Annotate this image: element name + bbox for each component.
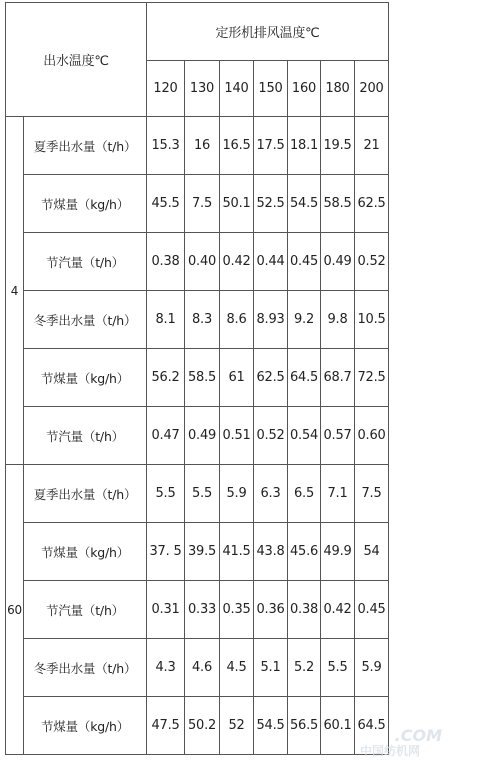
value-cell: 52.5 [254,175,288,233]
metric-label-cell: 节煤量（kg/h） [24,697,147,755]
table-row [6,175,389,233]
value-cell: 62.5 [355,175,389,233]
value-cell: 56.2 [147,349,185,407]
temperature-header-cell: 180 [321,61,355,117]
value-cell: 61 [220,349,254,407]
metric-label-cell: 节汽量（t/h） [24,407,147,465]
value-cell: 49.9 [321,523,355,581]
table-row [6,523,389,581]
value-cell: 9.8 [321,291,355,349]
value-cell: 0.40 [185,233,220,291]
value-cell: 6.3 [254,465,288,523]
value-cell: 41.5 [220,523,254,581]
value-cell: 0.42 [220,233,254,291]
value-cell: 54.5 [254,697,288,755]
value-cell: 54 [355,523,389,581]
table-row [6,233,389,291]
temperature-header-cell: 140 [220,61,254,117]
value-cell: 0.38 [147,233,185,291]
value-cell: 0.49 [321,233,355,291]
value-cell: 4.6 [185,639,220,697]
value-cell: 0.49 [185,407,220,465]
value-cell: 0.42 [321,581,355,639]
value-cell: 8.93 [254,291,288,349]
watermark-text: .COM [394,726,442,745]
value-cell: 64.5 [355,697,389,755]
value-cell: 37. 5 [147,523,185,581]
value-cell: 9.2 [288,291,321,349]
metric-label-cell: 节煤量（kg/h） [24,349,147,407]
temperature-header-cell: 130 [185,61,220,117]
temperature-header-cell: 120 [147,61,185,117]
value-cell: 5.9 [220,465,254,523]
energy-saving-table [5,2,389,755]
value-cell: 64.5 [288,349,321,407]
value-cell: 0.52 [355,233,389,291]
table-row [6,349,389,407]
metric-label-cell: 夏季出水量（t/h） [24,117,147,175]
value-cell: 8.3 [185,291,220,349]
metric-label-cell: 节汽量（t/h） [24,233,147,291]
value-cell: 5.5 [321,639,355,697]
outlet-temperature-group-cell: 4 [6,117,24,465]
value-cell: 6.5 [288,465,321,523]
value-cell: 0.54 [288,407,321,465]
value-cell: 68.7 [321,349,355,407]
value-cell: 7.5 [185,175,220,233]
value-cell: 8.1 [147,291,185,349]
corner-header: 出水温度℃ [6,3,147,117]
value-cell: 47.5 [147,697,185,755]
value-cell: 16.5 [220,117,254,175]
column-group-header: 定形机排风温度℃ [147,3,389,61]
temperature-header-cell: 200 [355,61,389,117]
watermark-site-name: 中国纺机网 [359,744,420,758]
metric-label-cell: 冬季出水量（t/h） [24,291,147,349]
table-row [6,117,389,175]
metric-label-cell: 夏季出水量（t/h） [24,465,147,523]
outlet-temperature-group-cell: 60 [6,465,24,755]
metric-label-cell: 节煤量（kg/h） [24,523,147,581]
value-cell: 5.1 [254,639,288,697]
value-cell: 19.5 [321,117,355,175]
value-cell: 18.1 [288,117,321,175]
value-cell: 50.1 [220,175,254,233]
value-cell: 21 [355,117,389,175]
table-row [6,581,389,639]
value-cell: 62.5 [254,349,288,407]
value-cell: 0.47 [147,407,185,465]
value-cell: 16 [185,117,220,175]
value-cell: 0.38 [288,581,321,639]
value-cell: 0.52 [254,407,288,465]
value-cell: 0.60 [355,407,389,465]
value-cell: 0.45 [355,581,389,639]
value-cell: 0.33 [185,581,220,639]
value-cell: 0.35 [220,581,254,639]
value-cell: 5.5 [147,465,185,523]
value-cell: 0.57 [321,407,355,465]
metric-label-cell: 节煤量（kg/h） [24,175,147,233]
value-cell: 0.36 [254,581,288,639]
value-cell: 52 [220,697,254,755]
value-cell: 43.8 [254,523,288,581]
value-cell: 54.5 [288,175,321,233]
table-row [6,639,389,697]
value-cell: 56.5 [288,697,321,755]
table-row [6,291,389,349]
value-cell: 58.5 [321,175,355,233]
value-cell: 4.5 [220,639,254,697]
value-cell: 5.2 [288,639,321,697]
temperature-header-cell: 150 [254,61,288,117]
table-row [6,407,389,465]
table-row [6,697,389,755]
value-cell: 0.45 [288,233,321,291]
value-cell: 4.3 [147,639,185,697]
value-cell: 0.51 [220,407,254,465]
value-cell: 58.5 [185,349,220,407]
value-cell: 10.5 [355,291,389,349]
value-cell: 60.1 [321,697,355,755]
value-cell: 8.6 [220,291,254,349]
value-cell: 17.5 [254,117,288,175]
value-cell: 5.5 [185,465,220,523]
value-cell: 0.31 [147,581,185,639]
value-cell: 50.2 [185,697,220,755]
value-cell: 0.44 [254,233,288,291]
value-cell: 45.5 [147,175,185,233]
metric-label-cell: 冬季出水量（t/h） [24,639,147,697]
temperature-header-cell: 160 [288,61,321,117]
value-cell: 39.5 [185,523,220,581]
table-row [6,465,389,523]
value-cell: 15.3 [147,117,185,175]
value-cell: 7.5 [355,465,389,523]
value-cell: 5.9 [355,639,389,697]
value-cell: 7.1 [321,465,355,523]
value-cell: 72.5 [355,349,389,407]
metric-label-cell: 节汽量（t/h） [24,581,147,639]
value-cell: 45.6 [288,523,321,581]
